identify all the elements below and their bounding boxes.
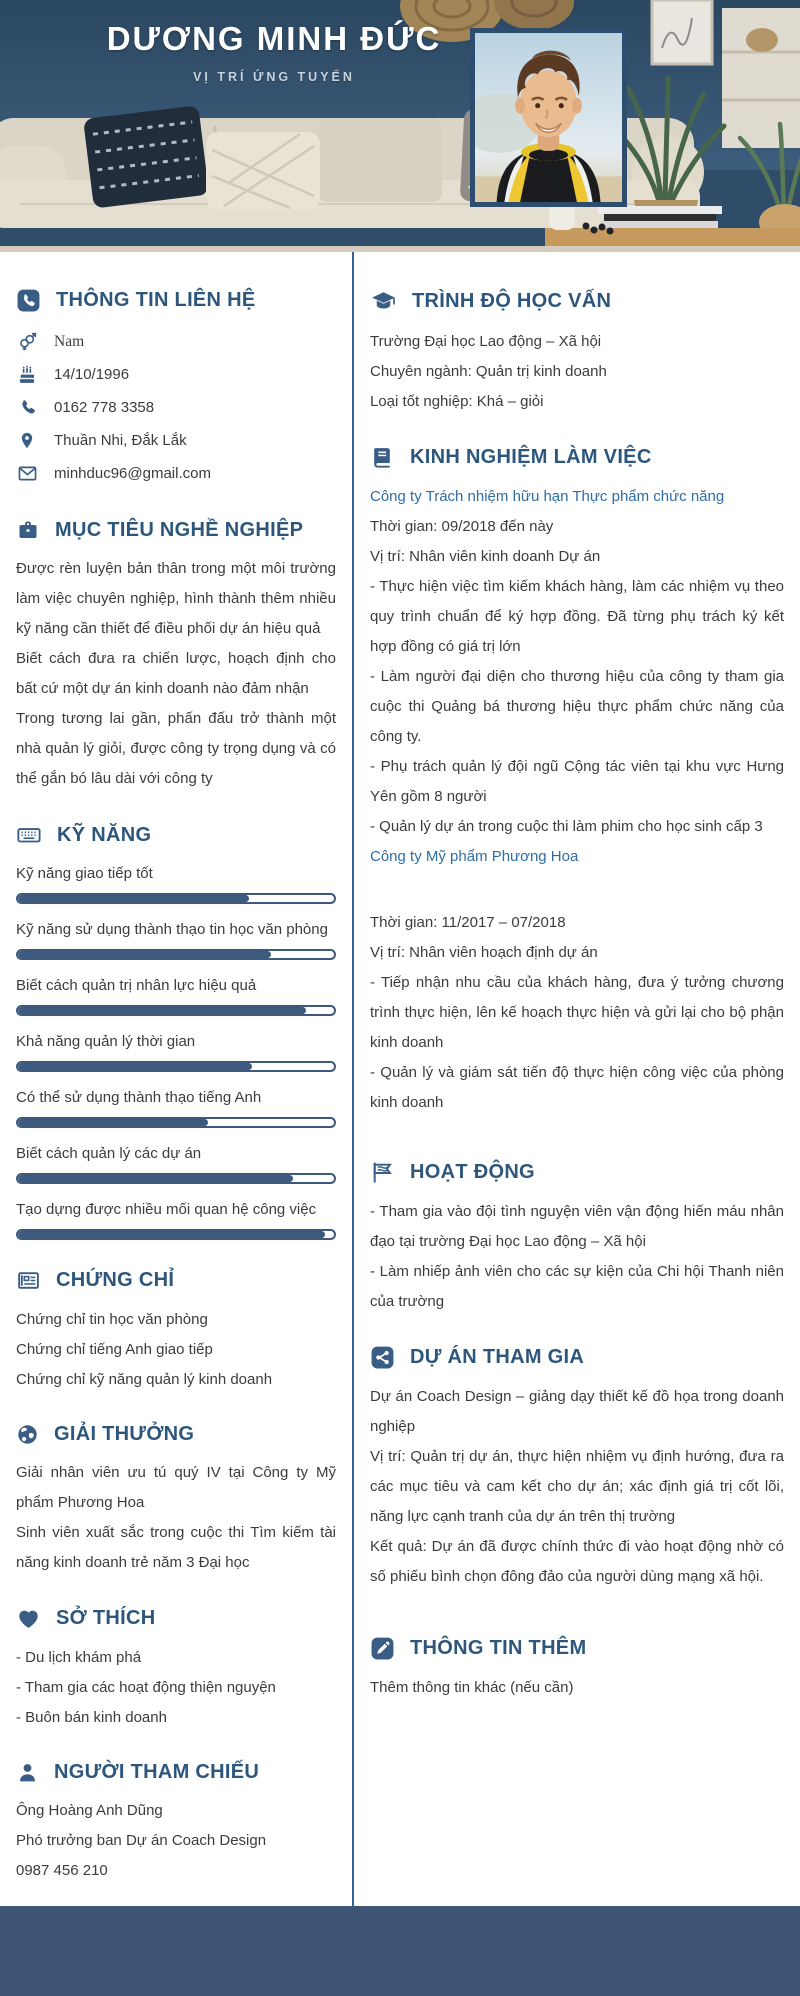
contact-row-phone xyxy=(16,391,336,424)
location-pin-icon xyxy=(16,431,38,450)
company-link[interactable]: Công ty Mỹ phẩm Phương Hoa xyxy=(370,848,579,865)
section-awards xyxy=(16,1423,336,1578)
certificate-item: Chứng chỉ kỹ năng quản lý kinh doanh xyxy=(16,1371,273,1388)
contact-birthday-value: 14/10/1996 xyxy=(54,366,130,383)
phone-badge-icon xyxy=(16,288,41,313)
briefcase-icon xyxy=(16,518,40,542)
skill-progress-bar xyxy=(16,1173,336,1184)
candidate-name: DƯƠNG MINH ĐỨC xyxy=(106,20,442,57)
applied-position-label: VỊ TRÍ ỨNG TUYỂN xyxy=(193,70,355,84)
company-link[interactable]: Công ty Trách nhiệm hữu hạn Thực phẩm chức năng xyxy=(370,488,725,505)
skill-item xyxy=(16,1196,336,1240)
job-time: Thời gian: 09/2018 đến này xyxy=(370,518,554,535)
contact-row-address xyxy=(16,424,336,457)
birthday-cake-icon xyxy=(16,365,38,385)
project-paragraph: Kết quả: Dự án đã được chính thức đi vào hoạt động nhờ có số phiếu bình chọn đông đảo của người dùng mạng xã hội. xyxy=(370,1538,784,1585)
person-icon xyxy=(16,1761,39,1784)
section-additional-info xyxy=(370,1636,784,1703)
job-detail: - Phụ trách quản lý đội ngũ Cộng tác viên tại khu vực Hưng Yên gồm 8 người xyxy=(370,758,784,805)
pencil-badge-icon xyxy=(370,1636,395,1661)
keyboard-icon xyxy=(16,822,42,848)
section-title-interests: SỞ THÍCH xyxy=(56,1607,156,1629)
contact-address-value: Thuần Nhi, Đắk Lắk xyxy=(54,432,187,449)
award-item: Sinh viên xuất sắc trong cuộc thi Tìm kiếm tài năng kinh doanh trẻ năm 3 Đại học xyxy=(16,1524,336,1571)
education-grade: Loại tốt nghiệp: Khá – giỏi xyxy=(370,393,544,410)
education-school: Trường Đại học Lao động – Xã hội xyxy=(370,333,602,350)
footer-bar xyxy=(0,1906,800,1996)
interest-item: - Du lịch khám phá xyxy=(16,1649,142,1666)
project-paragraph: Vị trí: Quản trị dự án, thực hiện nhiệm vụ định hướng, đưa ra các mục tiêu và cam kết cho dự án; xác định giá trị cốt lõi, năng lực cạnh tranh của dự án trên thị trường xyxy=(370,1448,784,1525)
job-position: Vị trí: Nhân viên hoạch định dự án xyxy=(370,944,598,961)
project-paragraph: Dự án Coach Design – giảng dạy thiết kế đồ họa trong doanh nghiệp xyxy=(370,1388,784,1435)
skill-label: Biết cách quản lý các dự án xyxy=(16,1145,202,1162)
section-title-contact: THÔNG TIN LIÊN HỆ xyxy=(56,289,256,311)
skill-label: Tạo dựng được nhiều mối quan hệ công việc xyxy=(16,1201,317,1218)
job-detail: - Thực hiện việc tìm kiếm khách hàng, làm các nhiệm vụ theo quy trình chuẩn để ký hợp đồng. Đã từng phụ trách ký kết hợp đồng có giá trị lớn xyxy=(370,578,784,655)
objective-paragraph: Được rèn luyện bản thân trong một môi trường làm việc chuyên nghiệp, hình thành thêm nhiều kỹ năng cần thiết để điều phối dự án hiệu quả xyxy=(16,560,336,637)
reference-name: Ông Hoàng Anh Dũng xyxy=(16,1802,163,1819)
profile-photo-illustration xyxy=(475,33,622,202)
skill-label: Có thể sử dụng thành thạo tiếng Anh xyxy=(16,1089,262,1106)
education-major: Chuyên ngành: Quản trị kinh doanh xyxy=(370,363,607,380)
additional-info-text: Thêm thông tin khác (nếu cần) xyxy=(370,1679,574,1696)
section-certificates xyxy=(16,1268,336,1395)
section-references xyxy=(16,1761,336,1886)
section-activities xyxy=(370,1160,784,1317)
reference-phone: 0987 456 210 xyxy=(16,1862,108,1879)
section-title-education: TRÌNH ĐỘ HỌC VẤN xyxy=(412,290,612,312)
section-experience xyxy=(370,445,784,1118)
profile-photo xyxy=(470,28,627,207)
certificate-item: Chứng chỉ tin học văn phòng xyxy=(16,1311,208,1328)
contact-gender-value: Nam xyxy=(54,332,85,350)
skill-item xyxy=(16,1140,336,1184)
skill-label: Khả năng quản lý thời gian xyxy=(16,1033,196,1050)
share-badge-icon xyxy=(370,1345,395,1370)
experience-entry xyxy=(370,482,784,842)
contact-phone-value: 0162 778 3358 xyxy=(54,399,155,416)
contact-row-birthday xyxy=(16,358,336,391)
certificate-item: Chứng chỉ tiếng Anh giao tiếp xyxy=(16,1341,213,1358)
skill-item xyxy=(16,860,336,904)
book-icon xyxy=(370,445,395,470)
activity-item: - Làm nhiếp ảnh viên cho các sự kiện của Chi hội Thanh niên của trường xyxy=(370,1263,784,1310)
envelope-icon xyxy=(16,463,38,484)
phone-icon xyxy=(16,398,38,417)
certificate-card-icon xyxy=(16,1268,41,1293)
section-title-experience: KINH NGHIỆM LÀM VIỆC xyxy=(410,446,652,468)
skill-progress-bar xyxy=(16,1229,336,1240)
section-objective xyxy=(16,518,336,794)
flag-icon xyxy=(370,1160,395,1185)
section-title-projects: DỰ ÁN THAM GIA xyxy=(410,1346,585,1368)
section-title-activities: HOẠT ĐỘNG xyxy=(410,1161,535,1183)
graduation-cap-icon xyxy=(370,288,397,315)
skill-label: Kỹ năng giao tiếp tốt xyxy=(16,865,153,882)
skill-progress-bar xyxy=(16,1005,336,1016)
section-contact xyxy=(16,288,336,490)
header-text-block xyxy=(88,20,460,84)
globe-icon xyxy=(16,1423,39,1446)
objective-paragraph: Trong tương lai gần, phấn đấu trở thành một nhà quản lý giỏi, được công ty trọng dụng và có thể gắn bó lâu dài với công ty xyxy=(16,710,336,787)
job-detail: - Làm người đại diện cho thương hiệu của công ty tham gia cuộc thi Quảng bá thương hiệu thực phẩm chức năng của công ty. xyxy=(370,668,784,745)
job-detail: - Tiếp nhận nhu cầu của khách hàng, đưa ý tưởng chương trình thực hiện, lên kế hoạch thực hiện và gửi lại cho bộ phận kinh doanh xyxy=(370,974,784,1051)
interest-item: - Tham gia các hoạt động thiện nguyện xyxy=(16,1679,276,1696)
section-projects xyxy=(370,1345,784,1592)
skill-item xyxy=(16,1028,336,1072)
objective-paragraph: Biết cách đưa ra chiến lược, hoạch định cho bất cứ một dự án kinh doanh nào đảm nhận xyxy=(16,650,336,697)
skill-progress-bar xyxy=(16,1117,336,1128)
section-education xyxy=(370,288,784,417)
skill-item xyxy=(16,1084,336,1128)
section-skills xyxy=(16,822,336,1240)
reference-position: Phó trưởng ban Dự án Coach Design xyxy=(16,1832,267,1849)
section-title-objective: MỤC TIÊU NGHỀ NGHIỆP xyxy=(55,518,304,541)
contact-email-value: minhduc96@gmail.com xyxy=(54,465,211,482)
right-column xyxy=(354,252,800,1906)
activity-item: - Tham gia vào đội tình nguyện viên vận động hiến máu nhân đạo tại trường Đại học Lao động – Xã hội xyxy=(370,1203,784,1250)
section-title-references: NGƯỜI THAM CHIẾU xyxy=(54,1761,260,1783)
left-column xyxy=(0,252,354,1906)
skill-label: Biết cách quản trị nhân lực hiệu quả xyxy=(16,977,257,994)
cv-body xyxy=(0,252,800,1906)
section-interests xyxy=(16,1606,336,1733)
experience-entry xyxy=(370,842,784,1118)
contact-row-email xyxy=(16,457,336,490)
heart-icon xyxy=(16,1606,41,1631)
award-item: Giải nhân viên ưu tú quý IV tại Công ty Mỹ phẩm Phương Hoa xyxy=(16,1464,336,1511)
section-title-awards: GIẢI THƯỞNG xyxy=(54,1423,195,1445)
contact-row-gender xyxy=(16,325,336,358)
skill-item xyxy=(16,972,336,1016)
job-detail: - Quản lý dự án trong cuộc thi làm phim cho học sinh cấp 3 xyxy=(370,818,763,835)
skill-label: Kỹ năng sử dụng thành thạo tin học văn phòng xyxy=(16,921,328,938)
section-title-certificates: CHỨNG CHỈ xyxy=(56,1269,175,1291)
header-banner xyxy=(0,0,800,252)
job-position: Vị trí: Nhân viên kinh doanh Dự án xyxy=(370,548,601,565)
interest-item: - Buôn bán kinh doanh xyxy=(16,1709,167,1726)
job-detail: - Quản lý và giám sát tiến độ thực hiện công việc của phòng kinh doanh xyxy=(370,1064,784,1111)
gender-icon xyxy=(16,332,38,352)
job-time: Thời gian: 11/2017 – 07/2018 xyxy=(370,914,566,931)
skill-item xyxy=(16,916,336,960)
section-title-additional: THÔNG TIN THÊM xyxy=(410,1637,587,1659)
skill-progress-bar xyxy=(16,893,336,904)
skill-progress-bar xyxy=(16,1061,336,1072)
skill-progress-bar xyxy=(16,949,336,960)
section-title-skills: KỸ NĂNG xyxy=(57,823,152,846)
